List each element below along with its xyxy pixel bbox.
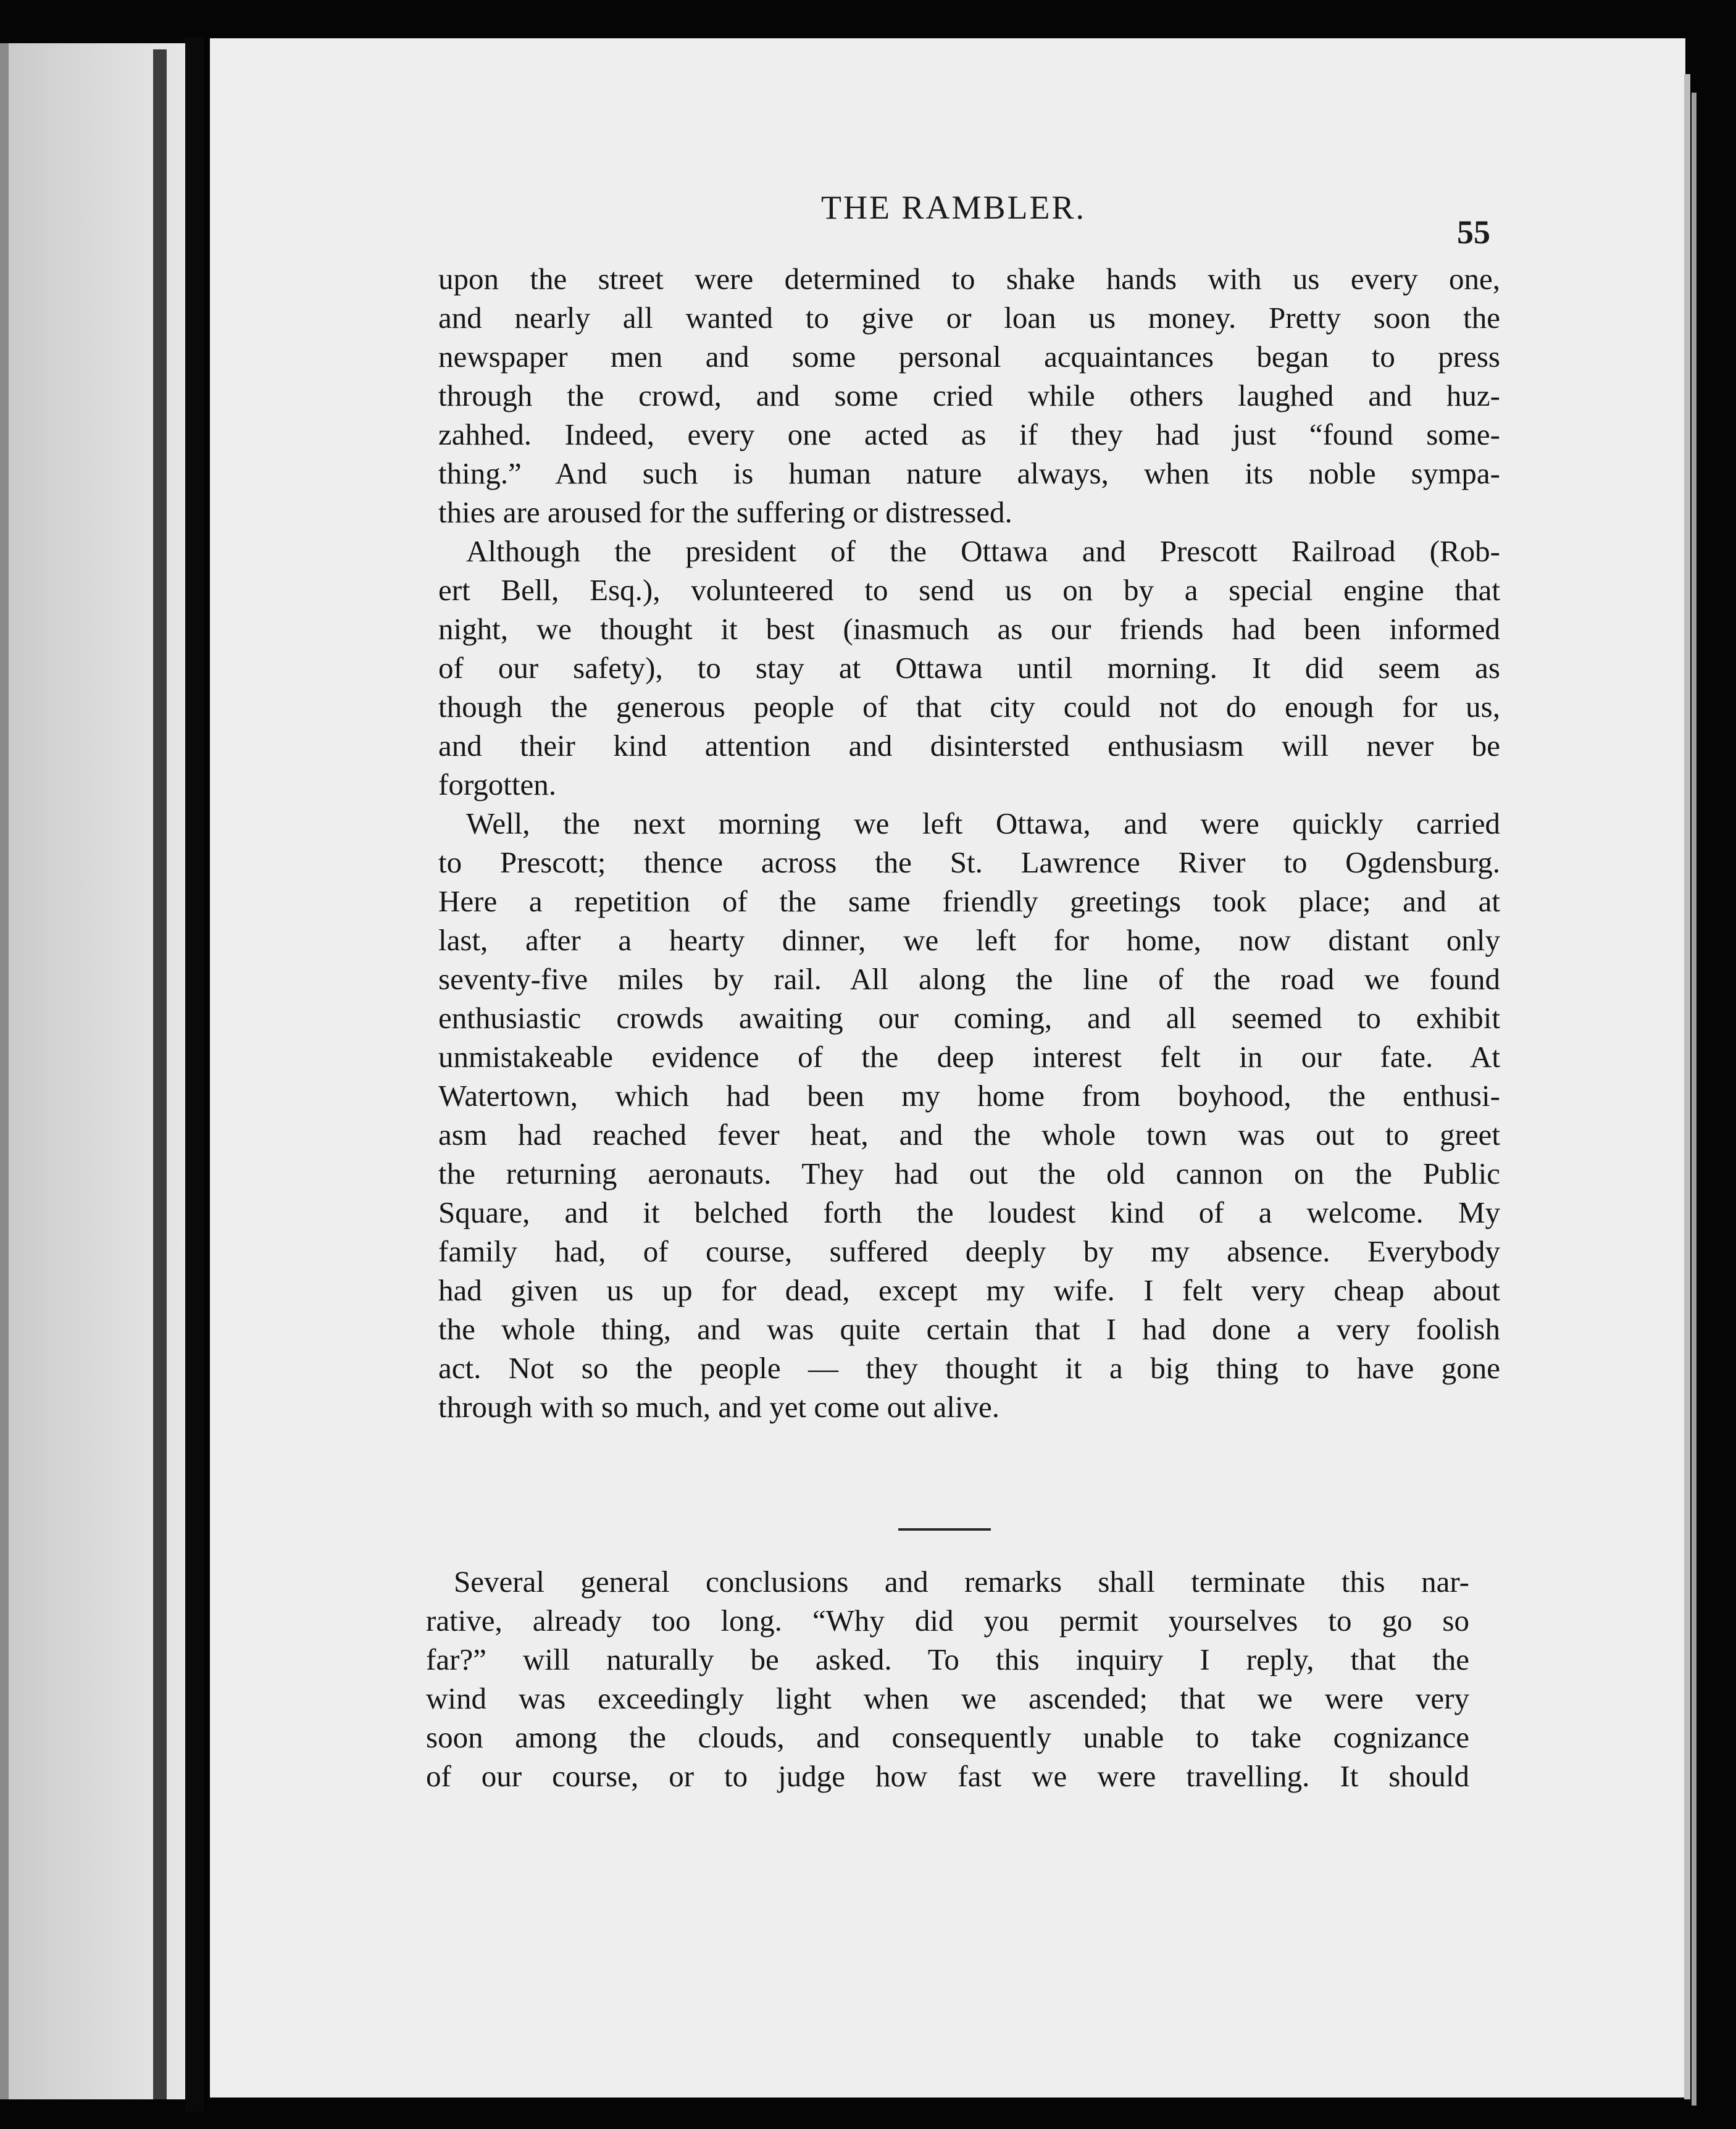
text-line: act. Not so the people — they thought it a big thing to have gone <box>438 1351 1500 1385</box>
text-line: though the generous people of that city could not do enough for us, <box>438 690 1500 724</box>
text-line: through with so much, and yet come out alive. <box>438 1390 1000 1424</box>
text-line: last, after a hearty dinner, we left for home, now distant only <box>438 923 1500 957</box>
text-line: ert Bell, Esq.), volunteered to send us on by a special engine that <box>438 573 1500 607</box>
text-line: and their kind attention and disintersted enthusiasm will never be <box>438 729 1500 763</box>
text-line: newspaper men and some personal acquaintances began to press <box>438 340 1500 374</box>
page-stack-edge <box>1684 74 1690 2099</box>
text-line: upon the street were determined to shake hands with us every one, <box>438 262 1500 296</box>
page-stack-edge-outer <box>1692 93 1696 2106</box>
text-line: soon among the clouds, and consequently unable to take cognizance <box>426 1720 1469 1754</box>
text-line: Although the president of the Ottawa and Prescott Railroad (Rob- <box>466 534 1500 568</box>
text-line: through the crowd, and some cried while others laughed and huz- <box>438 379 1500 412</box>
text-line: thing.” And such is human nature always, when its noble sympa- <box>438 456 1500 490</box>
facing-page-border <box>0 43 9 2099</box>
text-line: of our course, or to judge how fast we were travelling. It should <box>426 1759 1469 1793</box>
text-line: of our safety), to stay at Ottawa until morning. It did seem as <box>438 651 1500 685</box>
text-line: to Prescott; thence across the St. Lawrence River to Ogdensburg. <box>438 845 1500 879</box>
text-line: the returning aeronauts. They had out the old cannon on the Public <box>438 1157 1500 1190</box>
text-line: unmistakeable evidence of the deep interest felt in our fate. At <box>438 1040 1500 1074</box>
text-line: Square, and it belched forth the loudest kind of a welcome. My <box>438 1195 1500 1229</box>
main-text-upper <box>438 259 1500 1426</box>
text-line: wind was exceedingly light when we ascended; that we were very <box>426 1681 1469 1715</box>
text-line: and nearly all wanted to give or loan us money. Pretty soon the <box>438 301 1500 335</box>
text-line: rative, already too long. “Why did you permit yourselves to go so <box>426 1604 1469 1638</box>
book-gutter <box>153 49 167 2099</box>
text-line: asm had reached fever heat, and the whole town was out to greet <box>438 1118 1500 1152</box>
text-line: forgotten. <box>438 768 556 801</box>
running-title: THE RAMBLER. <box>821 189 1087 226</box>
main-text-lower <box>426 1562 1469 1796</box>
text-line: Here a repetition of the same friendly greetings took place; and at <box>438 884 1500 918</box>
section-divider-rule <box>898 1528 991 1531</box>
page-number: 55 <box>1457 214 1490 251</box>
text-line: night, we thought it best (inasmuch as our friends had been informed <box>438 612 1500 646</box>
text-line: zahhed. Indeed, every one acted as if they had just “found some- <box>438 417 1500 451</box>
text-line: Watertown, which had been my home from boyhood, the enthusi- <box>438 1079 1500 1113</box>
text-line: Well, the next morning we left Ottawa, and were quickly carried <box>466 806 1500 840</box>
text-line: seventy-five miles by rail. All along the line of the road we found <box>438 962 1500 996</box>
text-line: the whole thing, and was quite certain that I had done a very foolish <box>438 1312 1500 1346</box>
text-line: Several general conclusions and remarks shall terminate this nar- <box>454 1565 1469 1599</box>
text-line: had given us up for dead, except my wife. I felt very cheap about <box>438 1273 1500 1307</box>
text-line: family had, of course, suffered deeply by my absence. Everybody <box>438 1234 1500 1268</box>
text-line: thies are aroused for the suffering or distressed. <box>438 495 1012 529</box>
spine-shadow <box>185 37 204 2112</box>
text-line: far?” will naturally be asked. To this inquiry I reply, that the <box>426 1642 1469 1676</box>
text-line: enthusiastic crowds awaiting our coming, and all seemed to exhibit <box>438 1001 1500 1035</box>
